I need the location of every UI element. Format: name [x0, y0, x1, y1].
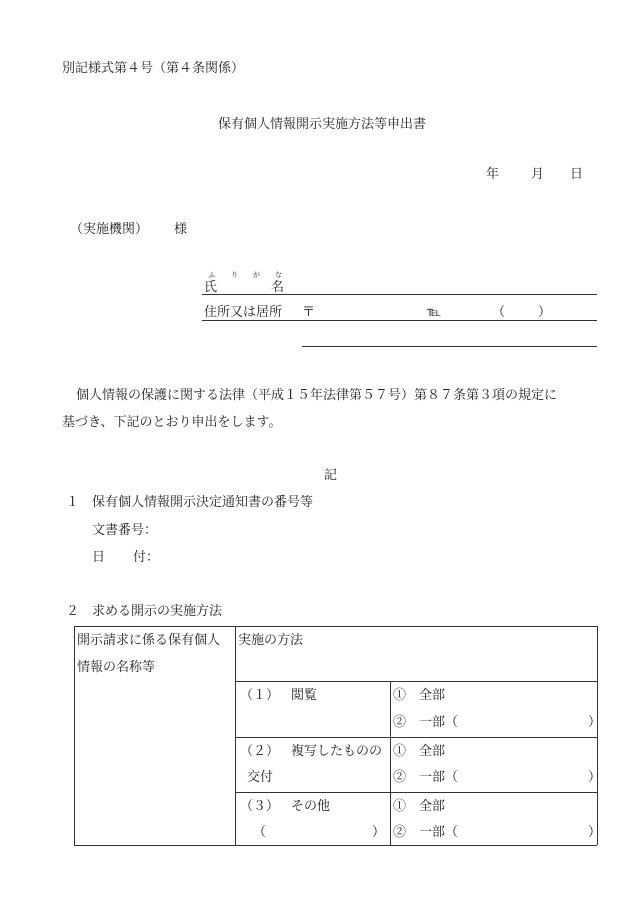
- row2-close-paren: ）: [588, 770, 602, 785]
- row3-option-all: ① 全部: [393, 799, 446, 814]
- table-border-bottom: [74, 845, 597, 846]
- doc-number-label: 文書番号：: [92, 523, 158, 538]
- row2-option-partial: ② 一部（: [393, 770, 459, 785]
- date-month-label: 月: [531, 167, 545, 182]
- furigana-char: が: [253, 271, 260, 279]
- postal-mark: 〒: [302, 305, 316, 320]
- row1-close-paren: ）: [588, 715, 602, 730]
- section2-heading: ２ 求める開示の実施方法: [66, 604, 223, 619]
- date-day-label: 日: [570, 167, 584, 182]
- row2-label-line1: 複写したものの: [291, 744, 383, 759]
- addressee-agency: （実施機関）: [70, 222, 149, 237]
- table-rule: [235, 681, 597, 682]
- row3-option-partial: ② 一部（: [393, 825, 459, 840]
- row3-close-paren-left: ）: [372, 825, 386, 840]
- address-underline: [202, 320, 597, 321]
- table-rule: [235, 737, 597, 738]
- table-header-info-name-line2: 情報の名称等: [77, 660, 156, 675]
- row3-number: （３）: [240, 799, 280, 814]
- row1-label: 閲覧: [291, 688, 318, 703]
- furigana-char: ふ: [208, 271, 215, 279]
- body-text-line-1: 個人情報の保護に関する法律（平成１５年法律第５７号）第８７条第３項の規定に: [76, 388, 558, 403]
- row2-number: （２）: [240, 744, 280, 759]
- furigana-char: り: [231, 271, 238, 279]
- table-border-top: [74, 626, 597, 627]
- row3-open-paren: （: [253, 825, 267, 840]
- row2-label-line2: 交付: [247, 770, 274, 785]
- tel-label: ℡: [427, 305, 441, 320]
- form-number: 別記様式第４号（第４条関係）: [62, 61, 245, 76]
- table-column-divider: [235, 626, 236, 845]
- row1-option-partial: ② 一部（: [393, 715, 459, 730]
- section1-heading: １ 保有個人情報開示決定通知書の番号等: [66, 495, 314, 510]
- row3-close-paren: ）: [588, 825, 602, 840]
- document-title: 保有個人情報開示実施方法等申出書: [218, 117, 427, 132]
- table-border-right: [597, 626, 598, 845]
- table-column-divider: [390, 681, 391, 845]
- addressee-honorific: 様: [174, 222, 188, 237]
- row1-number: （１）: [240, 688, 280, 703]
- table-border-left: [74, 626, 75, 845]
- table-rule: [235, 792, 597, 793]
- body-text-line-2: 基づき、下記のとおり申出をします。: [62, 415, 282, 430]
- address-label: 住所又は居所: [204, 305, 283, 320]
- row3-label: その他: [291, 799, 331, 814]
- name-underline: [202, 294, 597, 295]
- date-label-second: 付：: [133, 550, 160, 565]
- row1-option-all: ① 全部: [393, 688, 446, 703]
- date-label-first: 日: [92, 550, 106, 565]
- table-header-method: 実施の方法: [238, 633, 304, 648]
- row2-option-all: ① 全部: [393, 744, 446, 759]
- address-second-underline: [302, 346, 597, 347]
- name-label-first: 氏: [204, 280, 218, 295]
- table-header-info-name-line1: 開示請求に係る保有個人: [77, 633, 221, 648]
- tel-close-paren: ）: [538, 305, 552, 320]
- furigana-char: な: [275, 271, 282, 279]
- date-year-label: 年: [486, 167, 500, 182]
- name-label-second: 名: [271, 280, 285, 295]
- tel-open-paren: （: [492, 305, 506, 320]
- ki-heading: 記: [324, 468, 338, 483]
